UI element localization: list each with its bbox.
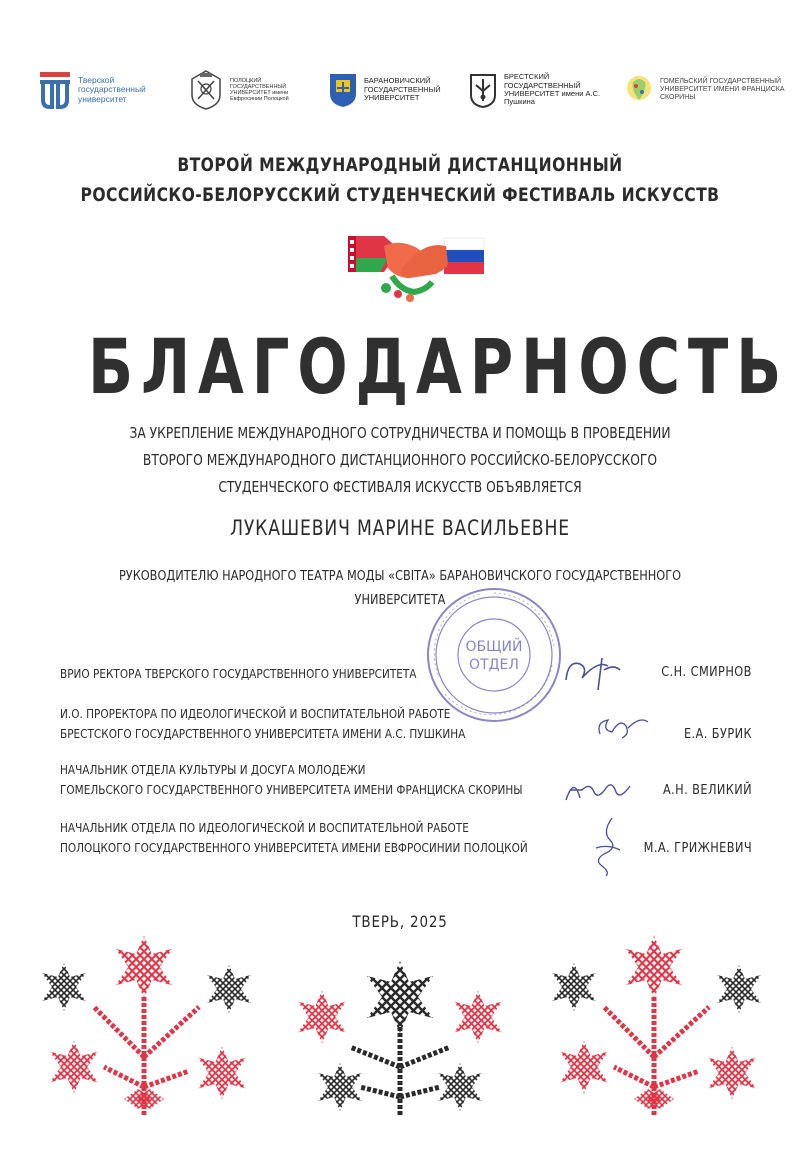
logo-tver bbox=[38, 62, 178, 118]
logo-polotsk-text: ПОЛОЦКИЙ ГОСУДАРСТВЕННЫЙ УНИВЕРСИТЕТ имени Евфросинии Полоцкой bbox=[230, 77, 289, 103]
document-title bbox=[0, 322, 800, 412]
signatory-position-line-1: ВРИО РЕКТОРА ТВЕРСКОГО ГОСУДАРСТВЕННОГО УНИВЕРСИТЕТА bbox=[60, 666, 417, 681]
brest-university-emblem-icon bbox=[468, 71, 498, 109]
signatory-name-text: М.А. ГРИЖНЕВИЧ bbox=[643, 840, 752, 856]
logo-brest bbox=[468, 62, 626, 118]
signatory-position bbox=[60, 818, 620, 858]
signatory-position bbox=[60, 664, 620, 684]
recipient-position bbox=[0, 564, 800, 612]
recipient-position-line-2: УНИВЕРСИТЕТА bbox=[354, 592, 446, 608]
logo-brest-text: БРЕСТСКИЙ ГОСУДАРСТВЕННЫЙ УНИВЕРСИТЕТ имени А.С. Пушкина bbox=[504, 72, 601, 107]
logo-baranovichi-text: БАРАНОВИЧСКИЙ ГОСУДАРСТВЕННЫЙ УНИВЕРСИТЕТ bbox=[364, 76, 441, 103]
signatory-position bbox=[60, 760, 620, 800]
partner-logos bbox=[38, 62, 785, 118]
logo-gomel bbox=[624, 62, 785, 118]
stamp-center-line-2: ОТДЕЛ bbox=[469, 657, 519, 673]
signatory-name-text: Е.А. БУРИК bbox=[683, 726, 752, 742]
logo-gomel-text: ГОМЕЛЬСКИЙ ГОСУДАРСТВЕННЫЙ УНИВЕРСИТЕТ ИМЕНИ ФРАНЦИСКА СКОРИНЫ bbox=[660, 78, 785, 101]
signatory-position-line-1: НАЧАЛЬНИК ОТДЕЛА КУЛЬТУРЫ И ДОСУГА МОЛОДЕЖИ bbox=[60, 762, 366, 777]
signatory-name bbox=[623, 840, 752, 856]
signatory-name bbox=[646, 782, 752, 798]
signatory-position-line-2: БРЕСТСКОГО ГОСУДАРСТВЕННОГО УНИВЕРСИТЕТА ИМЕНИ А.С. ПУШКИНА bbox=[60, 726, 466, 741]
tver-university-logo-icon bbox=[38, 70, 72, 110]
award-reason bbox=[0, 420, 800, 501]
signatory-position-line-1: И.О. ПРОРЕКТОРА ПО ИДЕОЛОГИЧЕСКОЙ И ВОСПИТАТЕЛЬНОЙ РАБОТЕ bbox=[60, 706, 451, 721]
signature-smirnov-icon bbox=[558, 650, 628, 694]
gomel-university-emblem-icon bbox=[624, 72, 654, 108]
signatory-position-line-1: НАЧАЛЬНИК ОТДЕЛА ПО ИДЕОЛОГИЧЕСКОЙ И ВОСПИТАТЕЛЬНОЙ РАБОТЕ bbox=[60, 820, 469, 835]
award-reason-line-2: ВТОРОГО МЕЖДУНАРОДНОГО ДИСТАНЦИОННОГО РОССИЙСКО-БЕЛОРУССКОГО bbox=[142, 451, 658, 469]
festival-title bbox=[0, 150, 800, 210]
polotsk-university-crest-icon bbox=[188, 69, 224, 111]
recipient-position-line-1: РУКОВОДИТЕЛЮ НАРОДНОГО ТЕАТРА МОДЫ «СВIТА» БАРАНОВИЧСКОГО ГОСУДАРСТВЕННОГО bbox=[118, 568, 682, 584]
signatory-name-text: С.Н. СМИРНОВ bbox=[661, 664, 752, 680]
recipient-name bbox=[0, 516, 800, 540]
festival-title-line-1: ВТОРОЙ МЕЖДУНАРОДНЫЙ ДИСТАНЦИОННЫЙ bbox=[177, 154, 623, 176]
logo-polotsk bbox=[188, 62, 302, 118]
award-reason-line-1: ЗА УКРЕПЛЕНИЕ МЕЖДУНАРОДНОГО СОТРУДНИЧЕСТВА И ПОМОЩЬ В ПРОВЕДЕНИИ bbox=[129, 424, 671, 442]
stamp-center-line-1: ОБЩИЙ bbox=[465, 639, 523, 655]
signatory-position bbox=[60, 704, 620, 744]
signature-velikiy-icon bbox=[560, 770, 636, 810]
festival-title-line-2: РОССИЙСКО-БЕЛОРУССКИЙ СТУДЕНЧЕСКИЙ ФЕСТИВАЛЬ ИСКУССТВ bbox=[80, 184, 720, 206]
logo-baranovichi bbox=[328, 62, 476, 118]
document-title-text: БЛАГОДАРНОСТЬ bbox=[88, 322, 790, 411]
handshake-flags-icon bbox=[340, 228, 490, 308]
award-reason-line-3: СТУДЕНЧЕСКОГО ФЕСТИВАЛЯ ИСКУССТВ ОБЪЯВЛЯЕТСЯ bbox=[218, 478, 582, 496]
signatory-name bbox=[644, 664, 752, 680]
city-year bbox=[0, 912, 800, 931]
recipient-name-text: ЛУКАШЕВИЧ МАРИНЕ ВАСИЛЬЕВНЕ bbox=[230, 516, 570, 540]
signatory-name bbox=[671, 726, 752, 742]
signatory-position-line-2: ПОЛОЦКОГО ГОСУДАРСТВЕННОГО УНИВЕРСИТЕТА ИМЕНИ ЕВФРОСИНИИ ПОЛОЦКОЙ bbox=[60, 840, 528, 855]
signatory-position-line-2: ГОМЕЛЬСКОГО ГОСУДАРСТВЕННОГО УНИВЕРСИТЕТА ИМЕНИ ФРАНЦИСКА СКОРИНЫ bbox=[60, 782, 523, 797]
signatory-name-text: А.Н. ВЕЛИКИЙ bbox=[662, 782, 752, 798]
city-year-text: ТВЕРЬ, 2025 bbox=[352, 912, 448, 931]
baranovichi-university-shield-icon bbox=[328, 72, 358, 108]
logo-tver-text: Тверской государственный университет bbox=[78, 74, 146, 104]
embroidery-ornament-icon bbox=[24, 932, 776, 1142]
signature-burik-icon bbox=[590, 708, 656, 748]
